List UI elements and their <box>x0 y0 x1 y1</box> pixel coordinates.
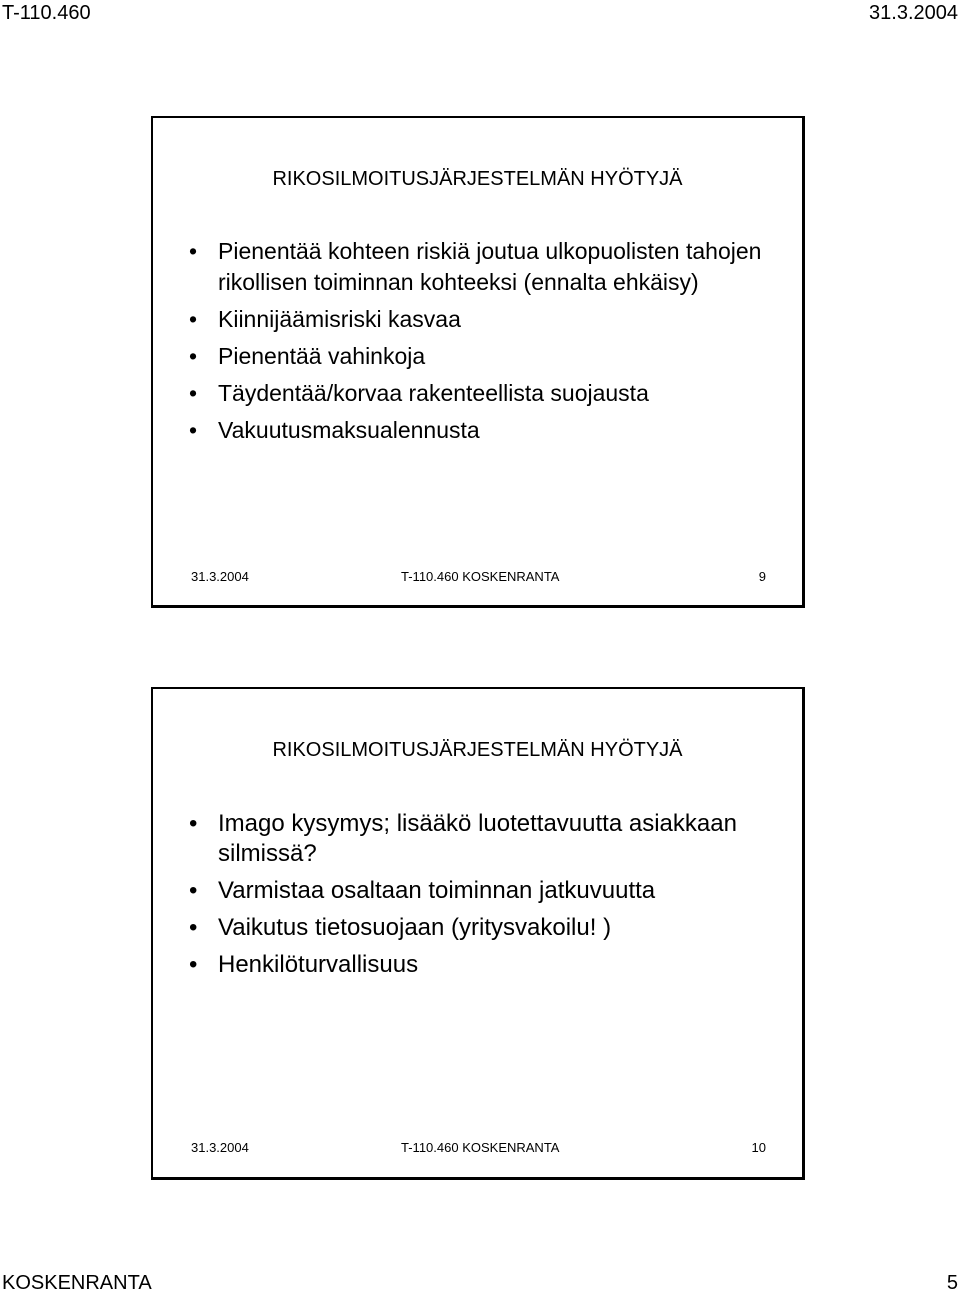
bullet-icon: • <box>189 914 198 941</box>
page-header-date: 31.3.2004 <box>869 2 958 24</box>
bullet-icon: • <box>189 417 198 443</box>
slide-footer-date: 31.3.2004 <box>191 1140 249 1155</box>
page-header-course: T-110.460 <box>2 2 91 24</box>
list-item: • Vakuutusmaksualennusta <box>189 415 792 446</box>
bullet-icon: • <box>189 810 198 837</box>
list-item: • Pienentää kohteen riskiä joutua ulkopuolisten tahojen rikollisen toiminnan kohteeksi (ennalta ehkäisy) <box>189 238 762 295</box>
list-item: • Henkilöturvallisuus <box>189 951 419 978</box>
page-footer-author: KOSKENRANTA <box>2 1272 152 1294</box>
bullet-icon: • <box>189 238 198 264</box>
bullet-icon: • <box>189 306 198 332</box>
slide-footer-date: 31.3.2004 <box>191 569 249 584</box>
slide-footer-course: T-110.460 KOSKENRANTA <box>401 569 560 584</box>
list-item: • Imago kysymys; lisääkö luotettavuutta asiakkaan silmissä? <box>189 810 737 867</box>
slide-9 <box>151 116 805 608</box>
page-number: 5 <box>946 1272 958 1294</box>
slide-title: RIKOSILMOITUSJÄRJESTELMÄN HYÖTYJÄ <box>272 168 683 190</box>
bullet-icon: • <box>189 877 198 904</box>
list-item: • Varmistaa osaltaan toiminnan jatkuvuutta <box>189 877 656 904</box>
bullet-icon: • <box>189 380 198 406</box>
list-item: • Täydentää/korvaa rakenteellista suojausta <box>189 378 792 409</box>
list-item: • Kiinnijäämisriski kasvaa <box>189 304 792 335</box>
bullet-list <box>189 809 792 987</box>
slide-number: 10 <box>751 1140 766 1155</box>
slide-title: RIKOSILMOITUSJÄRJESTELMÄN HYÖTYJÄ <box>272 739 683 761</box>
bullet-icon: • <box>189 951 198 978</box>
list-item: • Vaikutus tietosuojaan (yritysvakoilu! ) <box>189 914 612 941</box>
bullet-list <box>189 236 792 452</box>
slide-number: 9 <box>758 569 766 584</box>
slide-footer-course: T-110.460 KOSKENRANTA <box>401 1140 560 1155</box>
bullet-icon: • <box>189 343 198 369</box>
slide-10 <box>151 687 805 1180</box>
list-item: • Pienentää vahinkoja <box>189 341 792 372</box>
